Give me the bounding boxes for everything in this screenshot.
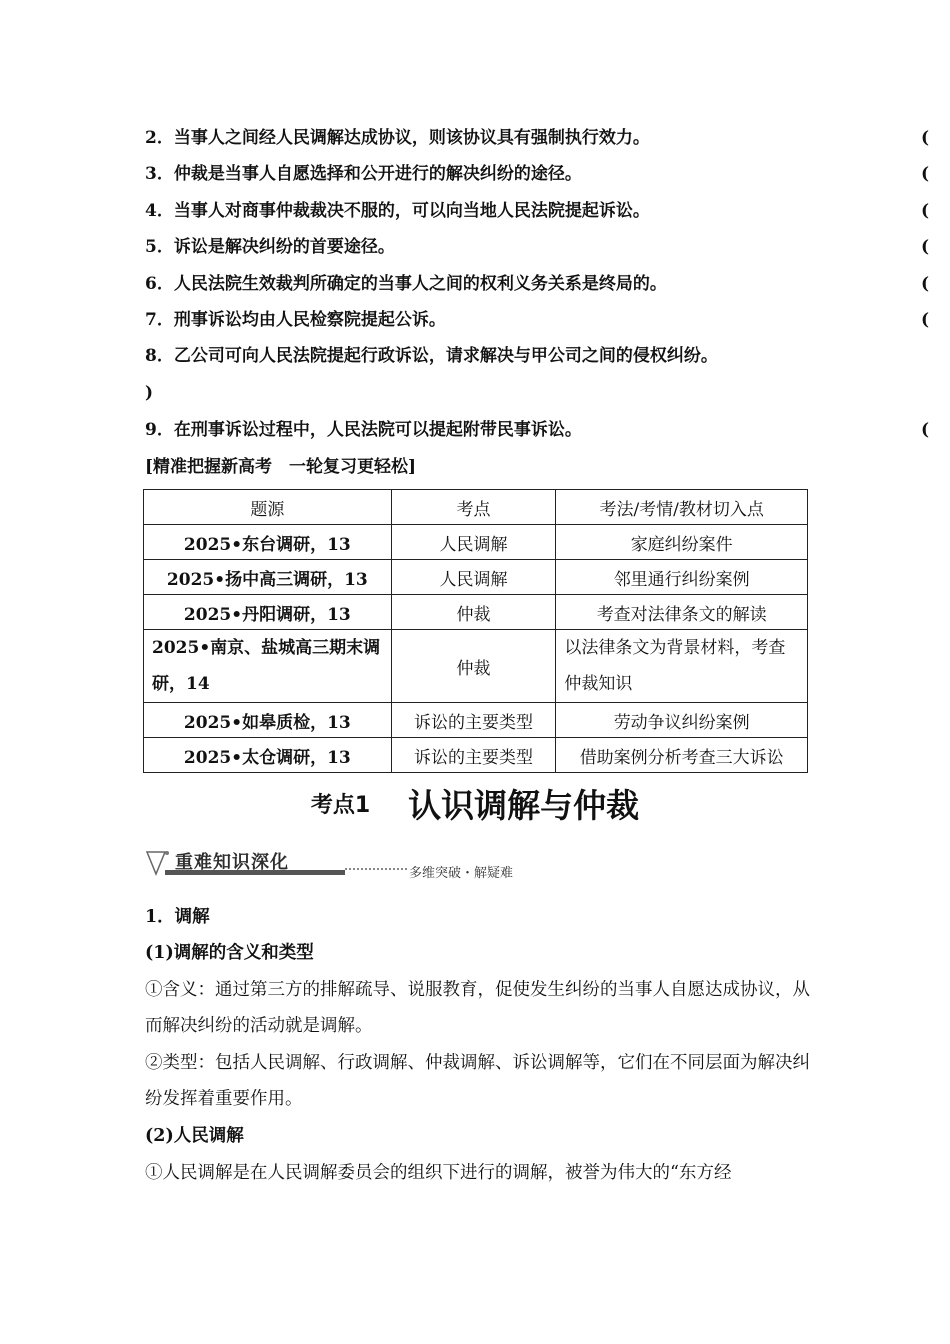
section-banner [145, 846, 535, 881]
answer-paren: ( [921, 420, 930, 440]
table-cell-topic: 仲裁 [391, 630, 556, 703]
topic-title: 认识调解与仲裁 [408, 786, 640, 825]
answer-paren: ( [921, 237, 930, 257]
answer-paren: ( [921, 128, 930, 148]
question-8-paren: ) [145, 383, 154, 403]
table-cell-source: 2025•太仓调研，13 [144, 738, 392, 773]
table-row [144, 738, 808, 773]
banner-dots [345, 868, 407, 870]
question-4: 4．当事人对商事仲裁裁决不服的，可以向当地人民法院提起诉讼。 [145, 201, 650, 221]
answer-paren: ( [921, 201, 930, 221]
banner-title: 重难知识深化 [175, 852, 289, 873]
table-cell-approach: 邻里通行纠纷案例 [556, 560, 808, 595]
banner-subtitle: 多维突破・解疑难 [409, 866, 514, 881]
table-row [144, 595, 808, 630]
table-cell-approach: 以法律条文为背景材料，考查仲裁知识 [556, 630, 808, 703]
paragraph: ①人民调解是在人民调解委员会的组织下进行的调解，被誉为伟大的“东方经 [145, 1163, 732, 1183]
subsection-subtitle: (1)调解的含义和类型 [145, 943, 314, 963]
table-cell-source: 2025•如皋质检，13 [144, 703, 392, 738]
table-cell-topic: 诉讼的主要类型 [391, 703, 556, 738]
table-header: 考点 [391, 490, 556, 525]
subsection-subtitle: (2)人民调解 [145, 1126, 244, 1146]
answer-paren: ( [921, 310, 930, 330]
table-cell-topic: 人民调解 [391, 525, 556, 560]
paragraph: ②类型：包括人民调解、行政调解、仲裁调解、诉讼调解等，它们在不同层面为解决纠纷发挥着重要作用。 [145, 1053, 810, 1109]
table-header-row [144, 490, 808, 525]
exam-source-table [143, 489, 808, 773]
table-cell-topic: 诉讼的主要类型 [391, 738, 556, 773]
table-cell-source: 2025•扬中高三调研，13 [144, 560, 392, 595]
topic-heading [0, 780, 950, 827]
table-header: 题源 [144, 490, 392, 525]
table-cell-source: 2025•丹阳调研，13 [144, 595, 392, 630]
question-5: 5．诉讼是解决纠纷的首要途径。 [145, 237, 395, 257]
table-row [144, 703, 808, 738]
topic-number: 考点1 [310, 793, 371, 818]
question-7: 7．刑事诉讼均由人民检察院提起公诉。 [145, 310, 446, 330]
question-3: 3．仲裁是当事人自愿选择和公开进行的解决纠纷的途径。 [145, 164, 582, 184]
table-row [144, 560, 808, 595]
table-cell-approach: 劳动争议纠纷案例 [556, 703, 808, 738]
question-8: 8．乙公司可向人民法院提起行政诉讼，请求解决与甲公司之间的侵权纠纷。 [145, 346, 718, 366]
table-cell-topic: 人民调解 [391, 560, 556, 595]
table-cell-source: 2025•南京、盐城高三期末调研，14 [144, 630, 392, 703]
table-cell-approach: 借助案例分析考查三大诉讼 [556, 738, 808, 773]
section-label: [精准把握新高考 一轮复习更轻松] [145, 457, 417, 477]
answer-paren: ( [921, 164, 930, 184]
table-cell-approach: 家庭纠纷案件 [556, 525, 808, 560]
table-cell-approach: 考查对法律条文的解读 [556, 595, 808, 630]
table-cell-source: 2025•东台调研，13 [144, 525, 392, 560]
table-header: 考法/考情/教材切入点 [556, 490, 808, 525]
paragraph: ①含义：通过第三方的排解疏导、说服教育，促使发生纠纷的当事人自愿达成协议，从而解决纠纷的活动就是调解。 [145, 980, 810, 1036]
answer-paren: ( [921, 274, 930, 294]
table-cell-topic: 仲裁 [391, 595, 556, 630]
table-row [144, 525, 808, 560]
table-row [144, 630, 808, 703]
question-6: 6．人民法院生效裁判所确定的当事人之间的权利义务关系是终局的。 [145, 274, 667, 294]
question-9: 9．在刑事诉讼过程中，人民法院可以提起附带民事诉讼。 [145, 420, 582, 440]
subsection-title: 1．调解 [145, 907, 210, 927]
question-2: 2．当事人之间经人民调解达成协议，则该协议具有强制执行效力。 [145, 128, 650, 148]
